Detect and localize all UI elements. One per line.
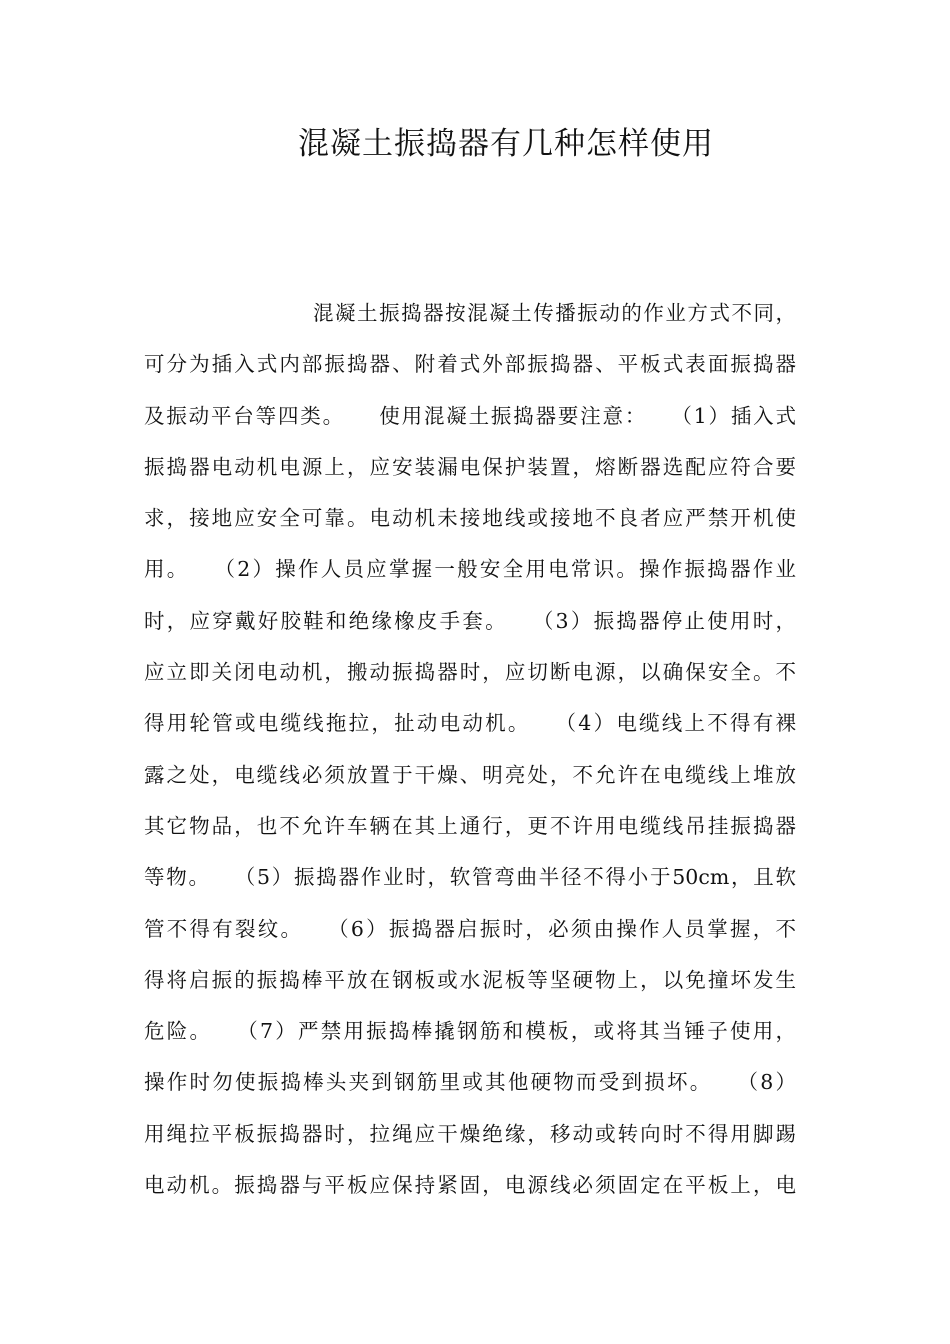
body-line: 可分为插入式内部振捣器、附着式外部振捣器、平板式表面振捣器 xyxy=(144,352,796,377)
document-body xyxy=(144,288,796,1211)
body-line: 等物。 （5）振捣器作业时，软管弯曲半径不得小于50cm，且软 xyxy=(144,865,796,890)
body-line: 得用轮管或电缆线拖拉，扯动电动机。 （4）电缆线上不得有裸 xyxy=(144,711,796,736)
body-line: 露之处，电缆线必须放置于干燥、明亮处，不允许在电缆线上堆放 xyxy=(144,762,796,787)
document-title: 混凝土振捣器有几种怎样使用 xyxy=(298,126,714,162)
body-line: 用。 （2）操作人员应掌握一般安全用电常识。操作振捣器作业 xyxy=(144,557,796,582)
body-line: 时，应穿戴好胶鞋和绝缘橡皮手套。 （3）振捣器停止使用时， xyxy=(144,608,796,633)
body-line: 求，接地应安全可靠。电动机未接地线或接地不良者应严禁开机使 xyxy=(144,506,796,531)
body-line: 用绳拉平板振捣器时，拉绳应干燥绝缘，移动或转向时不得用脚踢 xyxy=(144,1121,796,1146)
body-line: 得将启振的振捣棒平放在钢板或水泥板等坚硬物上，以免撞坏发生 xyxy=(144,967,796,992)
body-line: 其它物品，也不允许车辆在其上通行，更不许用电缆线吊挂振捣器 xyxy=(144,813,796,838)
body-line: 振捣器电动机电源上，应安装漏电保护装置，熔断器选配应符合要 xyxy=(144,454,796,479)
body-line: 及振动平台等四类。 使用混凝土振捣器要注意： （1）插入式 xyxy=(144,403,796,428)
body-line: 混凝土振捣器按混凝土传播振动的作业方式不同， xyxy=(313,301,796,325)
body-line: 电动机。振捣器与平板应保持紧固，电源线必须固定在平板上，电 xyxy=(144,1173,796,1198)
body-line: 危险。 （7）严禁用振捣棒撬钢筋和模板，或将其当锤子使用， xyxy=(144,1019,796,1044)
body-line: 操作时勿使振捣棒头夹到钢筋里或其他硬物而受到损坏。 （8） xyxy=(144,1070,796,1095)
body-line: 应立即关闭电动机，搬动振捣器时，应切断电源，以确保安全。不 xyxy=(144,660,796,685)
body-line: 管不得有裂纹。 （6）振捣器启振时，必须由操作人员掌握，不 xyxy=(144,916,796,941)
